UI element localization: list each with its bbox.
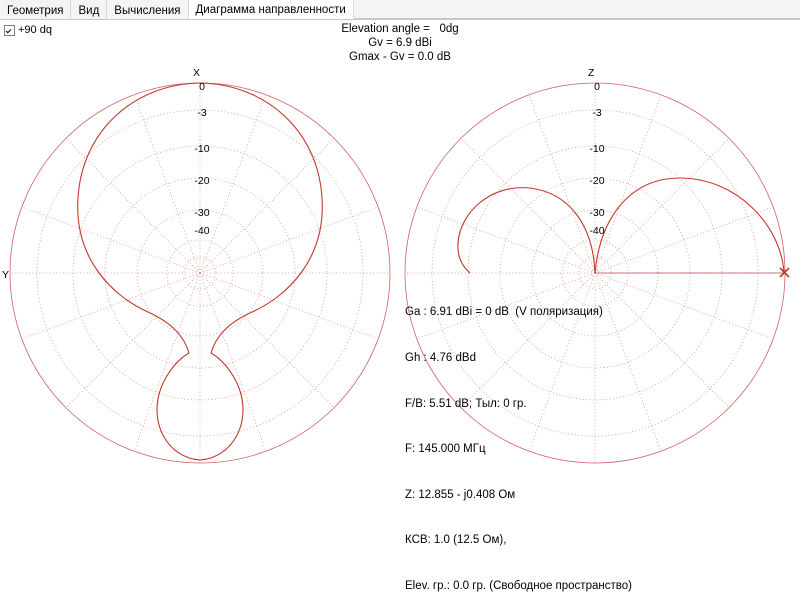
checkbox-check-icon [4, 25, 15, 36]
left-axis-y-label: Y [2, 269, 10, 281]
toolbar [0, 20, 800, 38]
menu-bar-spacer [354, 0, 800, 19]
right-axis-z-label: Z [588, 67, 595, 79]
results-panel [405, 275, 632, 609]
right-ring-label-0: 0 [594, 81, 600, 93]
menu-item-radiation-pattern[interactable] [189, 0, 354, 19]
menu-bar [0, 0, 800, 20]
left-axis-x-label: X [193, 67, 201, 79]
gv-text: Gv = 6.9 dBi [368, 37, 432, 49]
right-pattern-curve-left [458, 188, 595, 273]
left-ring-label-40: -40 [194, 225, 210, 237]
plus90-checkbox[interactable] [4, 24, 52, 36]
result-impedance: Z: 12.855 - j0.408 Ом [405, 488, 516, 501]
left-polar-plot [2, 67, 390, 463]
right-marker-icon [780, 268, 789, 277]
menu-item-label: Геометрия [7, 4, 64, 17]
gmax-gv-text: Gmax - Gv = 0.0 dB [349, 51, 451, 63]
plot-area [0, 58, 800, 469]
right-ring-label-40: -40 [589, 225, 605, 237]
right-ring-label-20: -20 [589, 175, 605, 187]
result-elevation: Elev. гр.: 0.0 гр. (Свободное пространство) [405, 580, 632, 593]
left-ring-label-10: -10 [194, 143, 210, 155]
right-ring-label-10: -10 [589, 143, 605, 155]
menu-item-view[interactable] [71, 0, 107, 19]
left-grid-spokes [10, 83, 390, 463]
right-ring-label-30: -30 [589, 207, 605, 219]
menu-item-geometry[interactable] [0, 0, 71, 19]
result-frequency: F: 145.000 МГц [405, 443, 486, 456]
menu-item-label: Диаграмма направленности [195, 4, 346, 16]
right-pattern-curve-right [595, 178, 784, 273]
plus90-checkbox-label: +90 dq [18, 24, 52, 36]
menu-item-calculations[interactable] [107, 0, 188, 19]
elevation-angle-text: Elevation angle = 0dg [341, 23, 459, 35]
right-ring-label-3: -3 [592, 107, 602, 119]
left-ring-label-20: -20 [194, 175, 210, 187]
left-ring-label-0: 0 [199, 81, 205, 93]
menu-item-label: Вычисления [114, 4, 181, 17]
result-gain: Ga : 6.91 dBi = 0 dB (V поляризация) [405, 306, 603, 319]
result-gh: Gh : 4.76 dBd [405, 352, 476, 365]
menu-item-label: Вид [78, 4, 100, 17]
result-swr: КСВ: 1.0 (12.5 Ом), [405, 534, 507, 547]
left-ring-label-30: -30 [194, 207, 210, 219]
result-front-to-back: F/B: 5.51 dB; Тыл: 0 гр. [405, 397, 527, 410]
left-ring-label-3: -3 [197, 107, 207, 119]
plots-svg [0, 58, 800, 469]
